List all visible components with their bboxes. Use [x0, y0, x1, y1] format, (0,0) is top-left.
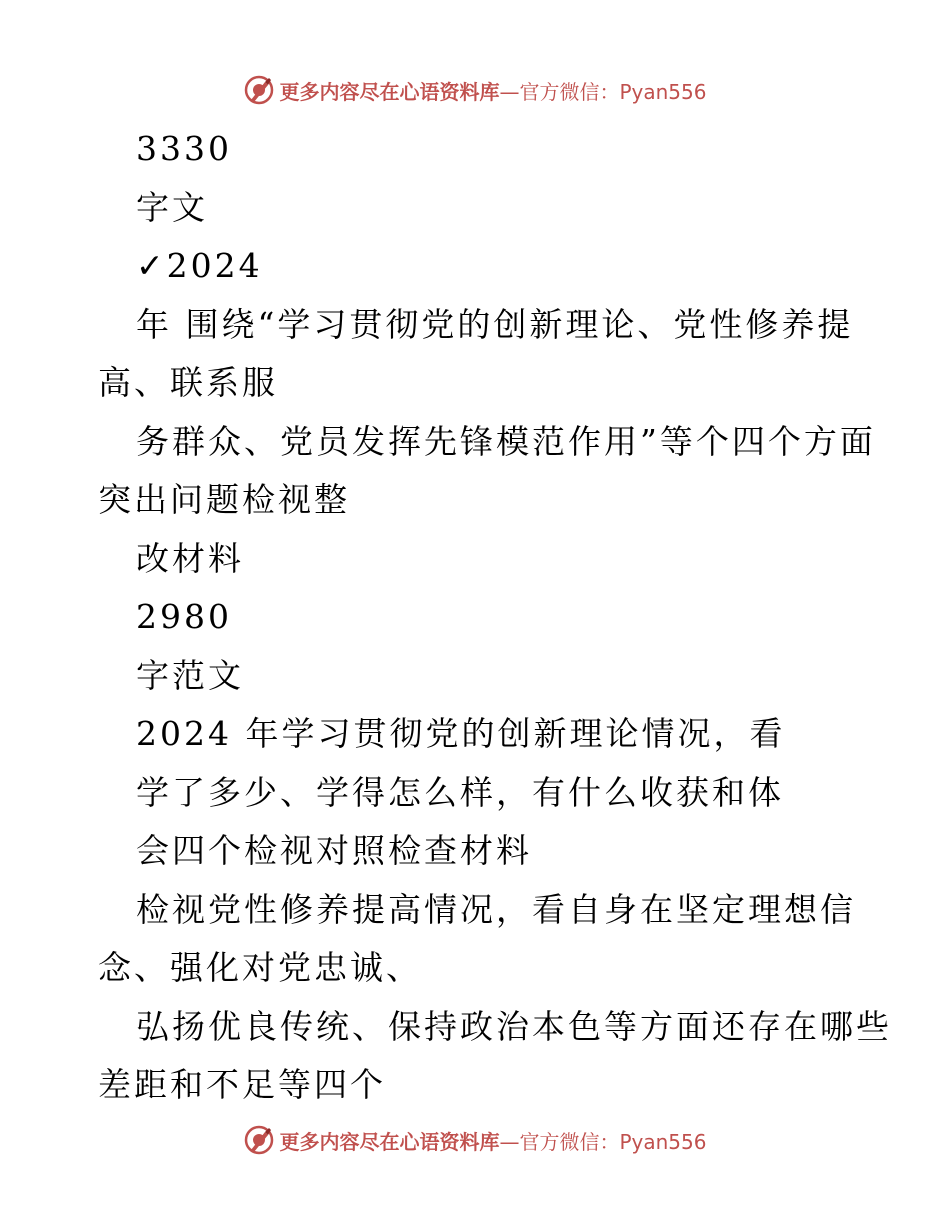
- body-line: 突出问题检视整: [98, 480, 350, 519]
- body-line: 2024 年学习贯彻党的创新理论情况，看: [136, 714, 786, 753]
- body-line: 高、联系服: [98, 363, 278, 402]
- header-banner-main: 更多内容尽在心语资料库: [279, 79, 500, 104]
- body-line: 学了多少、学得怎么样，有什么收获和体: [136, 772, 784, 812]
- body-line: 念、强化对党忠诚、: [98, 948, 422, 987]
- body-line: 会四个检视对照检查材料: [136, 831, 532, 870]
- body-line: 弘扬优良传统、保持政治本色等方面还存在哪些: [136, 1006, 892, 1046]
- body-line: 3330: [136, 129, 232, 168]
- footer-banner: [0, 1120, 950, 1160]
- body-line: 字范文: [136, 655, 244, 695]
- pen-logo-icon: [243, 1124, 275, 1156]
- body-line: 改材料: [136, 538, 244, 578]
- body-line: 务群众、党员发挥先锋模范作用”等个四个方面: [136, 421, 876, 461]
- header-banner-wechat: —官方微信：Pyan556: [499, 79, 707, 104]
- body-line: 年 围绕“学习贯彻党的创新理论、党性修养提: [136, 304, 854, 344]
- pen-logo-icon: [243, 74, 275, 106]
- body-line: 检视党性修养提高情况，看自身在坚定理想信: [136, 889, 856, 929]
- header-banner: [0, 70, 950, 110]
- footer-banner-text: [279, 1126, 706, 1155]
- footer-banner-wechat: —官方微信：Pyan556: [499, 1129, 707, 1154]
- body-line: 差距和不足等四个: [98, 1065, 386, 1104]
- body-line: ✓2024: [136, 246, 263, 285]
- header-banner-text: [279, 76, 706, 105]
- body-line: 字文: [136, 187, 208, 227]
- document-body: [98, 120, 892, 1115]
- footer-banner-main: 更多内容尽在心语资料库: [279, 1129, 500, 1154]
- body-line: 2980: [136, 597, 232, 636]
